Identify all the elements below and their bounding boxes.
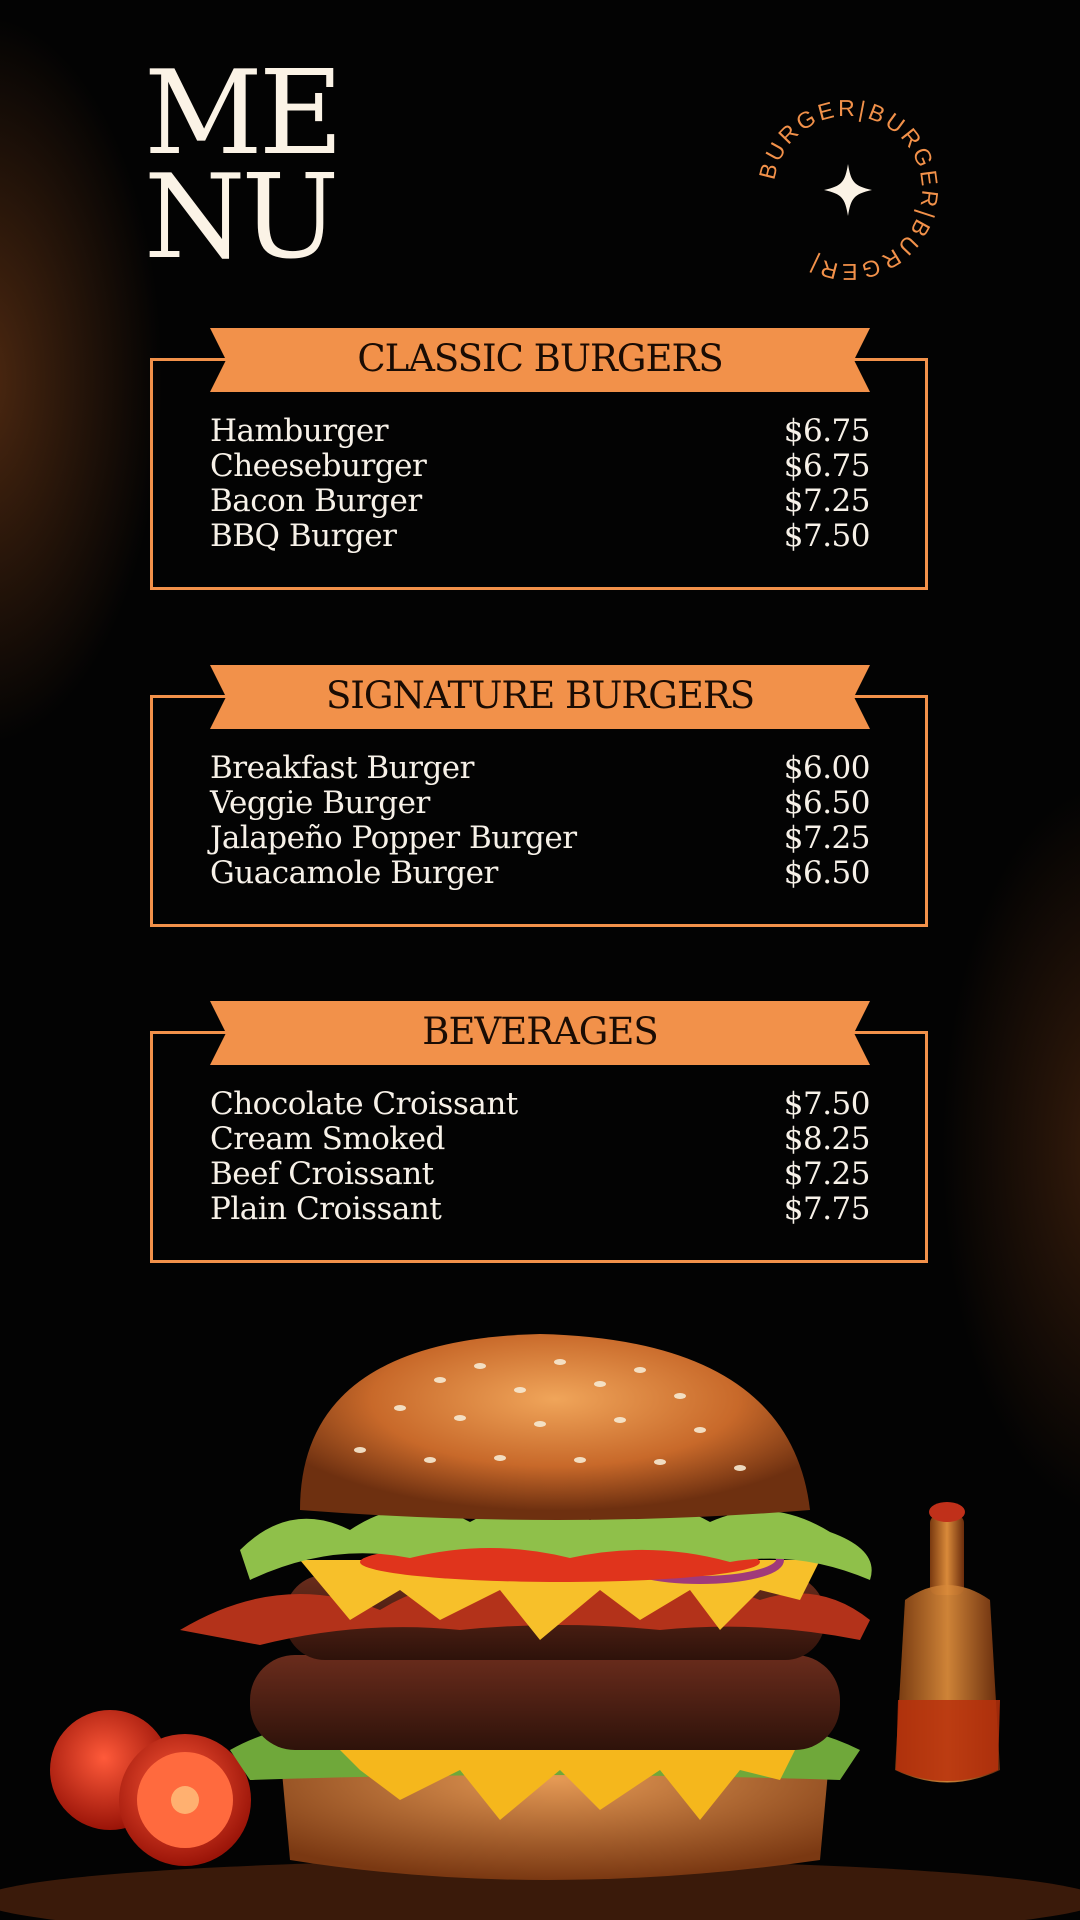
item-price: $6.75 xyxy=(783,448,870,484)
menu-item xyxy=(210,1087,870,1122)
tomato xyxy=(50,1710,251,1866)
menu-item xyxy=(210,449,870,484)
item-price: $6.75 xyxy=(783,413,870,449)
menu-item xyxy=(210,821,870,856)
item-price: $7.25 xyxy=(783,1156,870,1192)
item-name: Cream Smoked xyxy=(210,1121,445,1157)
sparkle-star-icon xyxy=(824,164,872,216)
section-title: SIGNATURE BURGERS xyxy=(325,674,755,717)
item-price: $7.75 xyxy=(783,1191,870,1227)
section-ribbon xyxy=(210,328,870,392)
sauce-bottle xyxy=(895,1502,1000,1783)
burger-photo xyxy=(0,1300,1080,1920)
section-title: BEVERAGES xyxy=(422,1010,658,1053)
item-price: $7.25 xyxy=(783,483,870,519)
item-price: $6.00 xyxy=(783,750,870,786)
menu-item xyxy=(210,484,870,519)
item-name: Breakfast Burger xyxy=(210,750,474,786)
menu-item-list xyxy=(210,751,870,891)
item-name: Beef Croissant xyxy=(210,1156,434,1192)
menu-item xyxy=(210,786,870,821)
item-name: Hamburger xyxy=(210,413,389,449)
menu-item xyxy=(210,519,870,554)
item-price: $7.50 xyxy=(783,1086,870,1122)
menu-title xyxy=(144,46,340,285)
section-ribbon xyxy=(210,1001,870,1065)
menu-item xyxy=(210,751,870,786)
item-name: Guacamole Burger xyxy=(210,855,498,891)
item-name: Jalapeño Popper Burger xyxy=(210,820,577,856)
item-price: $6.50 xyxy=(783,785,870,821)
menu-item-list xyxy=(210,1087,870,1227)
section-title: CLASSIC BURGERS xyxy=(357,337,723,380)
item-price: $8.25 xyxy=(783,1121,870,1157)
menu-item xyxy=(210,414,870,449)
item-name: Veggie Burger xyxy=(210,785,430,821)
section-classic-burgers xyxy=(150,328,930,594)
menu-item xyxy=(210,1157,870,1192)
menu-title-line2: NU xyxy=(144,150,336,285)
item-price: $7.25 xyxy=(783,820,870,856)
item-name: Cheeseburger xyxy=(210,448,427,484)
item-name: Chocolate Croissant xyxy=(210,1086,518,1122)
menu-item xyxy=(210,1122,870,1157)
section-ribbon xyxy=(210,665,870,729)
item-price: $6.50 xyxy=(783,855,870,891)
menu-item xyxy=(210,856,870,891)
section-beverages xyxy=(150,1001,930,1267)
menu-item xyxy=(210,1192,870,1227)
item-name: BBQ Burger xyxy=(210,518,397,554)
item-price: $7.50 xyxy=(783,518,870,554)
item-name: Plain Croissant xyxy=(210,1191,442,1227)
badge-ring-text: BURGER|BURGER|BURGER| xyxy=(753,94,944,286)
item-name: Bacon Burger xyxy=(210,483,422,519)
burger-badge xyxy=(750,92,946,288)
menu-item-list xyxy=(210,414,870,554)
section-signature-burgers xyxy=(150,665,930,931)
menu-title-line1: ME xyxy=(144,46,340,181)
